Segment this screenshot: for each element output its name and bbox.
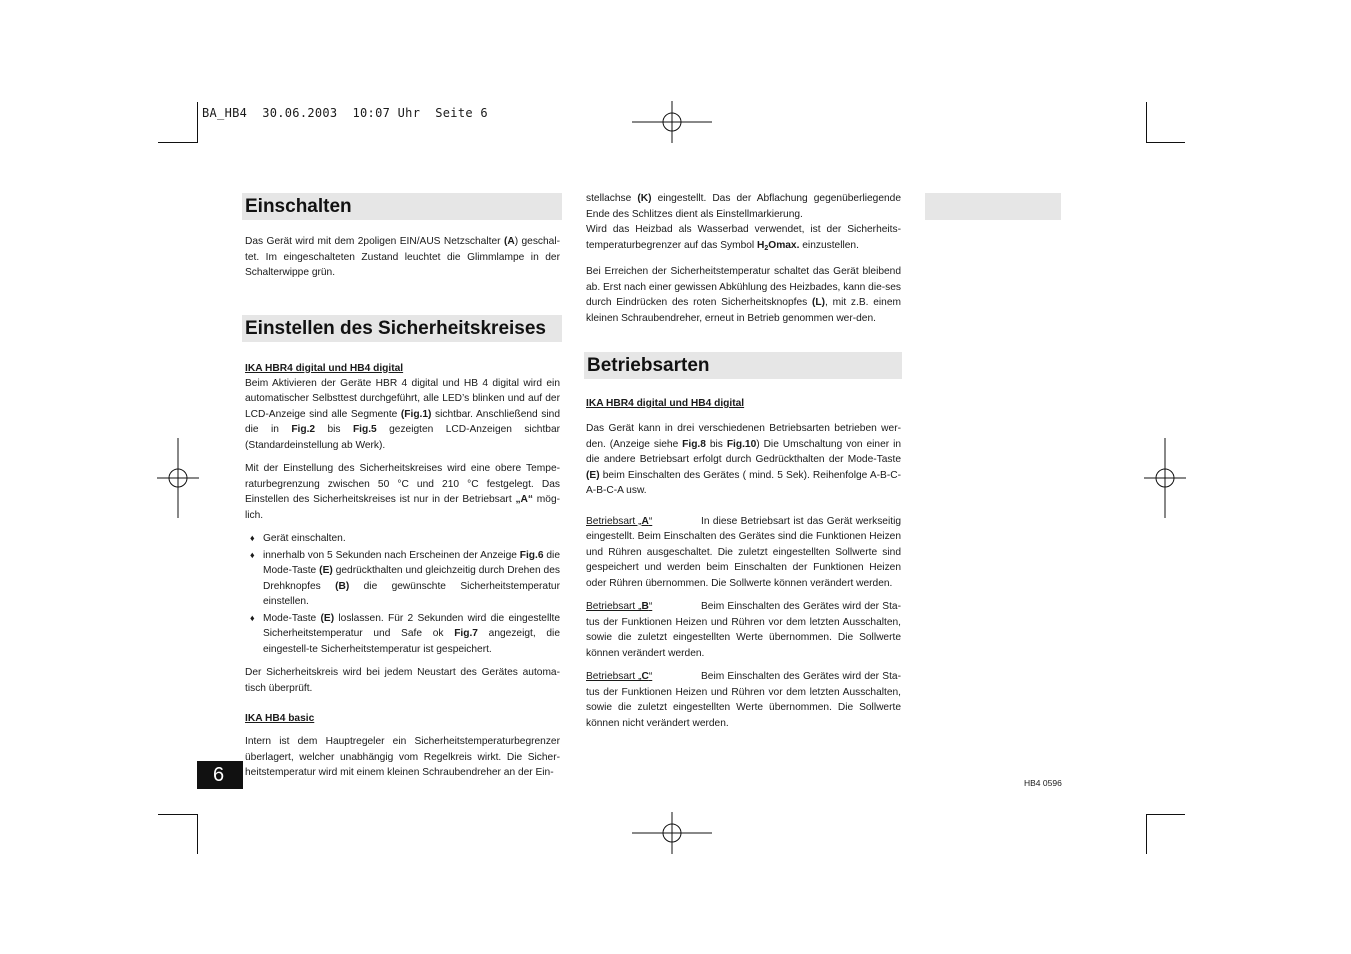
crop-mark-tr-v (1146, 102, 1147, 142)
section-heading-betriebsarten (584, 352, 902, 379)
paragraph-selbsttest: Beim Aktivieren der Geräte HBR 4 digital und HB 4 digital wird ein automatischer Selbsttest durchgeführt, alle LED’s blinken und auf der LCD-Anzeige sind alle Segmente (Fig.1) sichtbar. Anschließend sind die in Fig.2 bis Fig.5 gezeigten LCD-Anzeigen sichtbar (Standardeinstellung ab Werk). (245, 377, 561, 451)
page-number: 6 (197, 761, 243, 789)
crop-mark-tl-v (197, 102, 198, 142)
bullet-list (244, 531, 560, 657)
bullet-item: ♦ innerhalb von 5 Sekunden nach Erscheinen der Anzeige Fig.6 die Mode-Taste (E) gedrückthalten und gleichzeitig durch Drehen des Drehknopfes (B) die gewünschte Sicherheitstemperatur einstellen. (244, 548, 560, 610)
paragraph-betriebsarten: Das Gerät kann in drei verschiedenen Betriebsarten betrieben wer-den. (Anzeige siehe Fig.8 bis Fig.10) Die Umschaltung von einer in die andere Betriebsart erfolgt durch Gedrückthalten der Mode-Taste (E) beim Einschalten des Gerätes ( mind. 5 Sek). Reihenfolge A-B-C-A-B-C-A usw. (586, 423, 902, 496)
heading-betriebsarten: Betriebsarten (587, 355, 710, 376)
mode-b-label: Betriebsart „B“ (586, 601, 653, 612)
crop-mark-bl-v (197, 814, 198, 854)
subheading-basic: IKA HB4 basic (245, 713, 315, 724)
subheading-digital: IKA HBR4 digital und HB4 digital (245, 362, 404, 374)
bullet-item: ♦ Mode-Taste (E) loslassen. Für 2 Sekunden wird die eingestellte Sicherheitstemperatur und Safe ok Fig.7 angezeigt, die eingestell-te Sicherheitstemperatur ist gespeichert. (244, 611, 560, 658)
paragraph-einstellachse: stellachse (K) eingestellt. Das der Abflachung gegenüberliegende Ende des Schlitzes dient als Einstellmarkierung. (586, 193, 901, 220)
crop-mark-bl-h (158, 814, 198, 815)
mode-a-label: Betriebsart „A“ (586, 515, 653, 527)
registration-mark-bottom (632, 812, 712, 854)
heading-einschalten: Einschalten (245, 196, 352, 217)
left-column (242, 193, 562, 781)
registration-mark-top (632, 101, 712, 143)
document-code: HB4 0596 (1024, 778, 1062, 788)
mode-b-paragraph: Betriebsart „B“ Beim Einschalten des Gerätes wird der Sta-tus der Funktionen Heizen und Rühren vor dem letzten Ausschalten, sowie die zuletzt eingestellten Werte übernommen. Die Sollwerte können verändert werden. (586, 601, 901, 659)
print-slug: BA_HB4 30.06.2003 10:07 Uhr Seite 6 (202, 106, 488, 120)
right-column (584, 191, 902, 731)
section-heading-einschalten (242, 193, 562, 220)
subheading-betriebsarten-digital: IKA HBR4 digital und HB4 digital (586, 398, 745, 409)
paragraph-neustart: Der Sicherheitskreis wird bei jedem Neustart des Gerätes automa-tisch überprüft. (245, 667, 560, 694)
registration-mark-right (1144, 438, 1186, 518)
paragraph-wasserbad: Wird das Heizbad als Wasserbad verwendet, ist der Sicherheits-temperaturbegrenzer auf das Symbol H2Omax. einzustellen. (586, 224, 901, 252)
bullet-item: ♦ Gerät einschalten. (244, 531, 560, 547)
paragraph-basic: Intern ist dem Hauptregeler ein Sicherheitstemperaturbegrenzer überlagert, welcher unabhängig vom Regelkreis wirkt. Die Sicher-heitstemperatur wird mit einem kleinen Schraubendreher an der Ein- (245, 736, 560, 778)
crop-mark-tl-h (158, 142, 198, 143)
crop-mark-br-h (1146, 814, 1185, 815)
crop-mark-tr-h (1146, 142, 1185, 143)
mode-c-paragraph: Betriebsart „C“ Beim Einschalten des Gerätes wird der Sta-tus der Funktionen Heizen und Rühren vor dem letzten Ausschalten, sowie die zuletzt eingestellten Werte übernommen. Die Sollwerte können nicht verändert werden. (586, 671, 901, 729)
paragraph-einschalten: Das Gerät wird mit dem 2poligen EIN/AUS Netzschalter (A) geschal-tet. Im eingeschalteten Zustand leuchtet die Glimmlampe in der Schalterwippe grün. (245, 236, 561, 278)
crop-mark-br-v (1146, 814, 1147, 854)
section-heading-sicherheitskreis (242, 315, 562, 342)
mode-c-label: Betriebsart „C“ (586, 671, 653, 682)
registration-mark-left (157, 438, 199, 518)
mode-a-paragraph: Betriebsart „A“ In diese Betriebsart ist das Gerät werkseitig eingestellt. Beim Einschalten des Gerätes sind die Funktionen Heizen und Rühren ausgeschaltet. Die zuletzt eingestellten Sollwerte sind gespeichert und werden beim Einschalten der Funktionen Heizen oder Rühren übernommen. Die Sollwerte können verändert werden. (586, 515, 901, 589)
paragraph-temperaturbegrenzung: Mit der Einstellung des Sicherheitskreises wird eine obere Tempe-raturbegrenzung zwischen 50 °C und 210 °C festgelegt. Das Einstellen des Sicherheitskreises ist nur in der Betriebsart „A“ mög-lich. (245, 463, 561, 521)
paragraph-abschaltung: Bei Erreichen der Sicherheitstemperatur schaltet das Gerät bleibend ab. Erst nach einer gewissen Abkühlung des Heizbades, kann die-ses durch Eindrücken des roten Sicherheitsknopfes (L), mit z.B. einem kleinen Schraubendreher, erneut in Betrieb genommen wer-den. (586, 266, 901, 324)
heading-sicherheitskreis: Einstellen des Sicherheitskreises (245, 317, 546, 339)
empty-heading-bar (925, 193, 1061, 220)
